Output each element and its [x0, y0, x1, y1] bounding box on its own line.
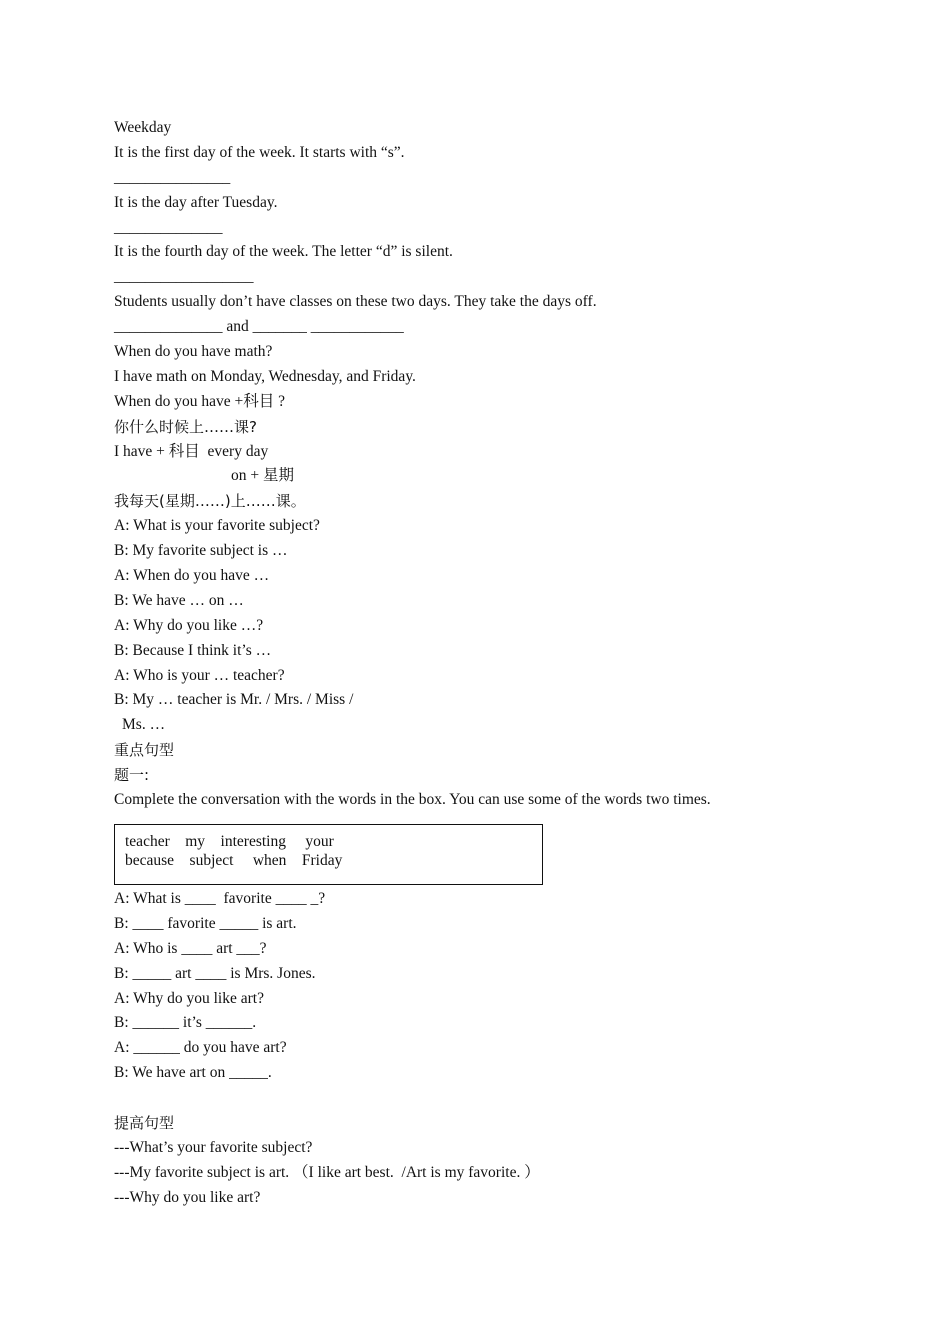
- improve-line: ---Why do you like art?: [114, 1188, 261, 1206]
- word-box-row: teacher my interesting your: [125, 833, 334, 850]
- answer-blank: __________________: [114, 268, 254, 286]
- pattern-answer-on: on + 星期: [231, 467, 294, 485]
- improve-line: ---What’s your favorite subject?: [114, 1138, 313, 1156]
- answer-blank-pair: ______________ and _______ ____________: [114, 318, 404, 336]
- pattern-answer: I have + 科目 every day: [114, 442, 269, 460]
- clue-wednesday-silent: It is the fourth day of the week. The letter “d” is silent.: [114, 243, 453, 261]
- answer-math: I have math on Monday, Wednesday, and Friday.: [114, 367, 416, 385]
- clue-sunday: It is the first day of the week. It starts with “s”.: [114, 143, 405, 161]
- dialogue-line: A: When do you have …: [114, 567, 270, 585]
- exercise-line: B: ____ favorite _____ is art.: [114, 914, 297, 932]
- answer-blank: ______________: [114, 218, 223, 236]
- dialogue-line: B: We have … on …: [114, 591, 244, 609]
- exercise-line: A: What is ____ favorite ____ _?: [114, 890, 326, 907]
- exercise-line: A: Who is ____ art ___?: [114, 939, 267, 957]
- dialogue-line: A: Why do you like …?: [114, 616, 264, 634]
- heading-weekday: Weekday: [114, 119, 172, 136]
- pattern-question: When do you have +科目 ?: [114, 392, 286, 410]
- dialogue-line: A: What is your favorite subject?: [114, 517, 320, 535]
- dialogue-line: A: Who is your … teacher?: [114, 666, 285, 684]
- spacer: [114, 1086, 874, 1111]
- dialogue-line: B: Because I think it’s …: [114, 641, 272, 659]
- dialogue-line: B: My favorite subject is …: [114, 542, 288, 560]
- section-heading-improve: 提高句型: [114, 1114, 175, 1133]
- dialogue-line: B: My … teacher is Mr. / Mrs. / Miss /: [114, 691, 354, 709]
- pattern-answer-cn: 我每天(星期……)上……课。: [114, 492, 306, 511]
- exercise-line: A: ______ do you have art?: [114, 1039, 287, 1057]
- clue-weekend: Students usually don’t have classes on these two days. They take the days off.: [114, 293, 597, 311]
- exercise-line: B: We have art on _____.: [114, 1064, 272, 1082]
- word-box: [114, 824, 543, 885]
- exercise-line: A: Why do you like art?: [114, 989, 264, 1007]
- exercise-instructions: Complete the conversation with the words in the box. You can use some of the words two times.: [114, 791, 711, 809]
- question-math: When do you have math?: [114, 343, 273, 361]
- exercise-line: B: _____ art ____ is Mrs. Jones.: [114, 964, 316, 982]
- section-heading-key-sentences: 重点句型: [114, 741, 175, 760]
- improve-line: ---My favorite subject is art. （I like art best. /Art is my favorite. ）: [114, 1163, 540, 1181]
- document-page: [114, 116, 874, 813]
- pattern-question-cn: 你什么时候上……课?: [114, 417, 257, 436]
- word-box-row: because subject when Friday: [125, 852, 343, 869]
- exercise-line: B: ______ it’s ______.: [114, 1014, 257, 1032]
- dialogue-line: Ms. …: [122, 716, 166, 734]
- clue-wednesday: It is the day after Tuesday.: [114, 193, 278, 211]
- exercise-one-label: 题一:: [114, 766, 150, 785]
- exercise-dialogue: [114, 887, 874, 1211]
- answer-blank: _______________: [114, 168, 231, 186]
